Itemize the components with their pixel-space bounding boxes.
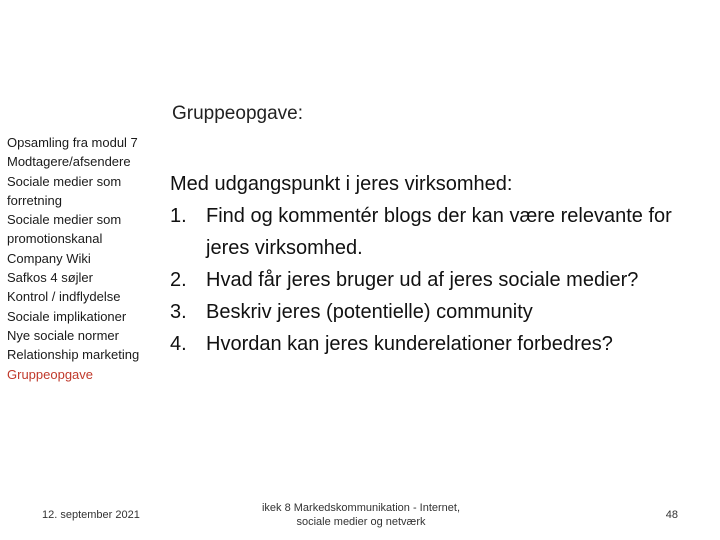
- agenda-item: Relationship marketing: [7, 347, 140, 363]
- agenda-item: Modtagere/afsendere: [7, 154, 131, 170]
- agenda-item-active: Gruppeopgave: [7, 366, 94, 382]
- page-number: 48: [665, 509, 678, 521]
- task-number: 3.: [170, 301, 187, 323]
- footer-course-title: ikek 8 Markedskommunikation - Internet, sociale medier og netværk: [261, 502, 461, 528]
- task-item: [170, 328, 710, 360]
- task-text: Beskriv jeres (potentielle) community: [206, 301, 533, 323]
- task-text: Hvad får jeres bruger ud af jeres sociale medier?: [206, 269, 639, 291]
- task-item: [170, 264, 710, 296]
- task-item: [170, 200, 710, 264]
- slide-title: Gruppeopgave:: [172, 103, 303, 124]
- agenda-item: Sociale medier som forretning: [7, 173, 122, 208]
- task-list: [170, 200, 710, 360]
- task-item: [170, 296, 710, 328]
- agenda-sidebar: [7, 133, 165, 384]
- agenda-item: Sociale medier som promotionskanal: [7, 212, 122, 247]
- task-text: Hvordan kan jeres kunderelationer forbedres?: [206, 333, 613, 355]
- task-number: 2.: [170, 269, 187, 291]
- slide-body: [170, 168, 710, 360]
- agenda-item: Opsamling fra modul 7: [7, 135, 138, 150]
- agenda-item: Safkos 4 søjler: [7, 270, 93, 286]
- agenda-item: Company Wiki: [7, 250, 91, 266]
- footer-date: 12. september 2021: [42, 509, 140, 521]
- task-number: 1.: [170, 205, 187, 227]
- task-number: 4.: [170, 333, 187, 355]
- task-text: Find og kommentér blogs der kan være relevante for jeres virksomhed.: [206, 205, 672, 259]
- body-intro: Med udgangspunkt i jeres virksomhed:: [170, 173, 513, 195]
- agenda-item: Nye sociale normer: [7, 327, 119, 343]
- agenda-item: Kontrol / indflydelse: [7, 289, 121, 305]
- agenda-item: Sociale implikationer: [7, 308, 127, 324]
